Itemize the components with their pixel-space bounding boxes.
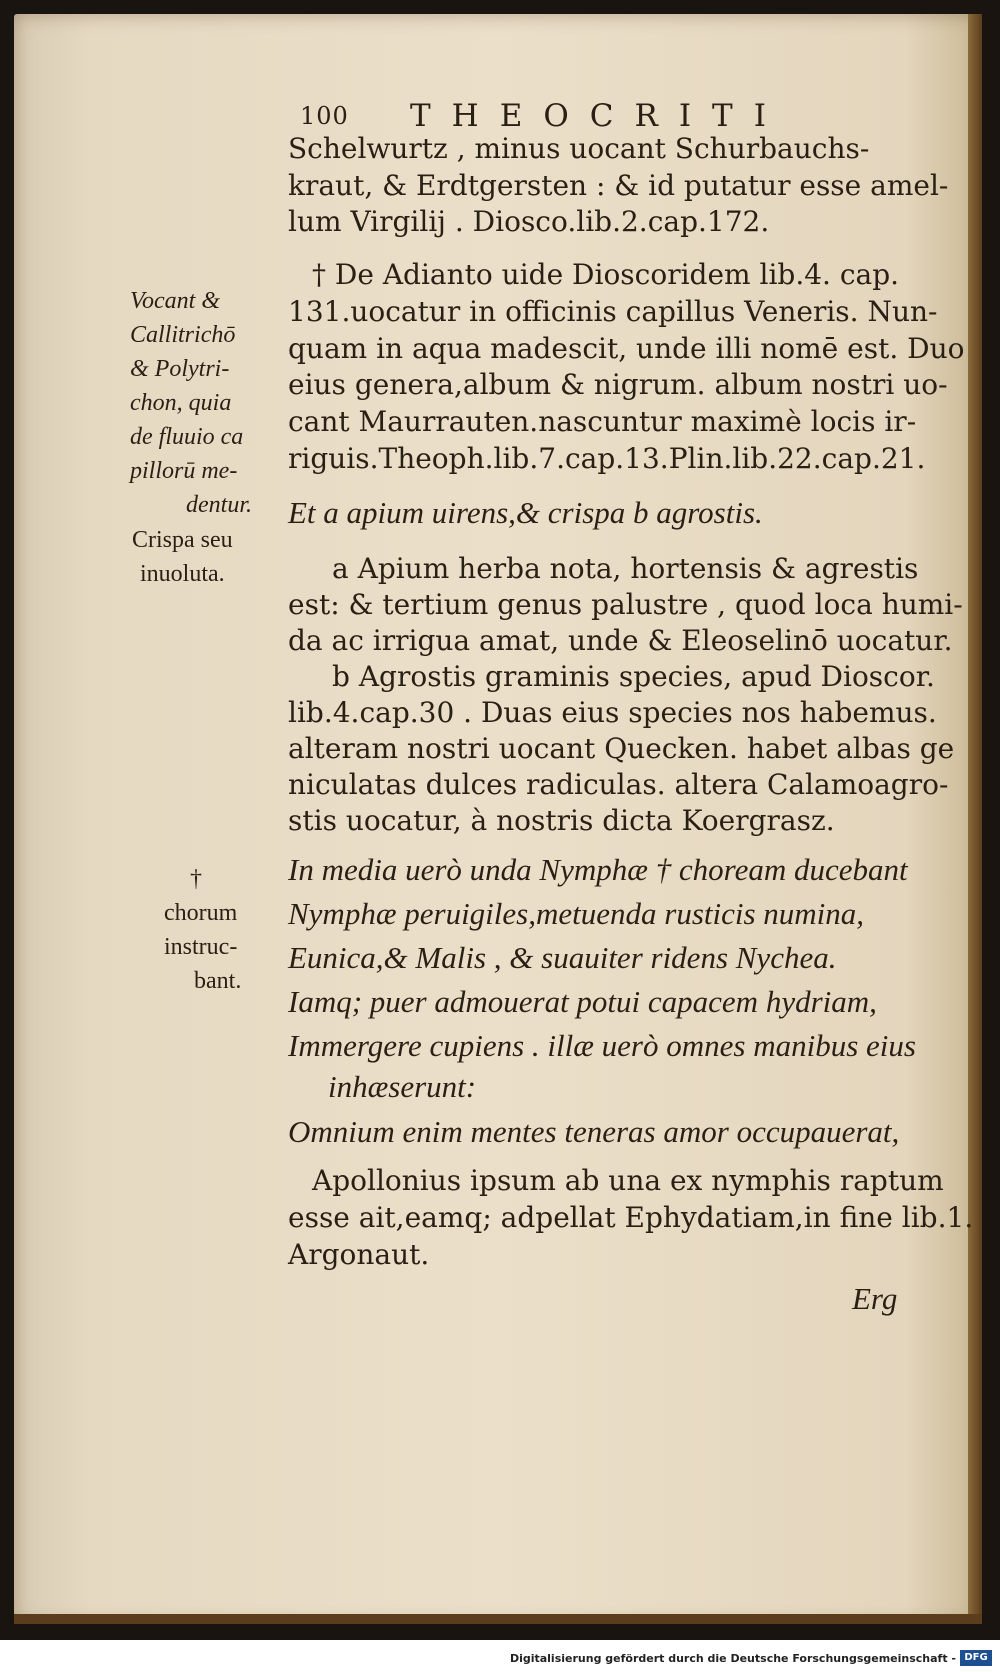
text-line: b Agrostis graminis species, apud Dioscor.	[332, 660, 935, 693]
dfg-logo: DFG	[960, 1650, 992, 1666]
verse-line: In media uerò unda Nymphæ † choream ducebant	[288, 852, 908, 887]
text-line: quam in aqua madescit, unde illi nomē est. Duo	[288, 332, 965, 365]
verse-line: Et a apium uirens,& crispa b agrostis.	[288, 495, 763, 530]
footer-credit: Digitalisierung gefördert durch die Deutsche Forschungsgemeinschaft -	[509, 1652, 956, 1665]
text-line: stis uocatur, à nostris dicta Koergrasz.	[288, 804, 835, 837]
margin-note	[164, 862, 241, 998]
margin-line: pillorū me-	[130, 458, 238, 484]
margin-line: instruc-	[164, 934, 238, 960]
verse-line: inhæserunt:	[328, 1069, 477, 1104]
margin-line: inuoluta.	[140, 561, 225, 587]
footer-bar	[0, 1644, 1000, 1672]
text-line: eius genera,album & nigrum. album nostri uo-	[288, 368, 948, 401]
text-line: esse ait,eamq; adpellat Ephydatiam,in fine lib.1.	[288, 1201, 974, 1234]
verse-line: Eunica,& Malis , & suauiter ridens Nychea.	[288, 940, 837, 975]
text-line: a Apium herba nota, hortensis & agrestis	[332, 552, 919, 585]
margin-note	[130, 284, 252, 522]
text-line: niculatas dulces radiculas. altera Calamoagro-	[288, 768, 949, 801]
text-line: Apollonius ipsum ab una ex nymphis raptum	[312, 1164, 944, 1197]
text-line: cant Maurrauten.nascuntur maximè locis ir-	[288, 405, 917, 438]
verse-line: Nymphæ peruigiles,metuenda rusticis numina,	[288, 896, 865, 931]
text-line: da ac irrigua amat, unde & Eleoselinō uocatur.	[288, 624, 953, 657]
page-edge-bottom	[14, 1614, 982, 1624]
margin-line: & Polytri-	[130, 356, 230, 382]
margin-line: bant.	[194, 968, 242, 994]
margin-line: Crispa seu	[132, 527, 233, 553]
text-line: † De Adianto uide Dioscoridem lib.4. cap.	[312, 258, 900, 291]
verse-line: Omnium enim mentes teneras amor occupauerat,	[288, 1114, 900, 1149]
running-title: THEOCRITI	[410, 98, 787, 134]
text-line: lib.4.cap.30 . Duas eius species nos habemus.	[288, 696, 937, 729]
margin-line: chorum	[164, 900, 238, 926]
margin-note	[132, 523, 233, 591]
text-line: Schelwurtz , minus uocant Schurbauchs-	[288, 132, 870, 165]
text-line: lum Virgilij . Diosco.lib.2.cap.172.	[288, 205, 770, 238]
text-line: alteram nostri uocant Quecken. habet albas ge	[288, 732, 955, 765]
verse-line: Iamq; puer admouerat potui capacem hydriam,	[288, 984, 877, 1019]
page-edge	[968, 14, 982, 1624]
margin-line: Vocant &	[130, 288, 220, 314]
verse-line: Immergere cupiens . illæ uerò omnes manibus eius	[288, 1028, 916, 1063]
text-line: est: & tertium genus palustre , quod loca humi-	[288, 588, 963, 621]
margin-line: de fluuio ca	[130, 424, 244, 450]
running-head	[300, 98, 1000, 134]
page-number: 100	[300, 102, 349, 130]
margin-line: Callitrichō	[130, 322, 236, 348]
text-line: kraut, & Erdtgersten : & id putatur esse amel-	[288, 169, 949, 202]
margin-line: chon, quia	[130, 390, 232, 416]
text-line: riguis.Theoph.lib.7.cap.13.Plin.lib.22.cap.21.	[288, 442, 926, 475]
text-line: Argonaut.	[288, 1238, 430, 1271]
margin-line: dentur.	[186, 492, 252, 518]
text-line: 131.uocatur in officinis capillus Veneris. Nun-	[288, 295, 938, 328]
margin-line: †	[190, 866, 202, 892]
catchword: Erg	[852, 1281, 898, 1316]
